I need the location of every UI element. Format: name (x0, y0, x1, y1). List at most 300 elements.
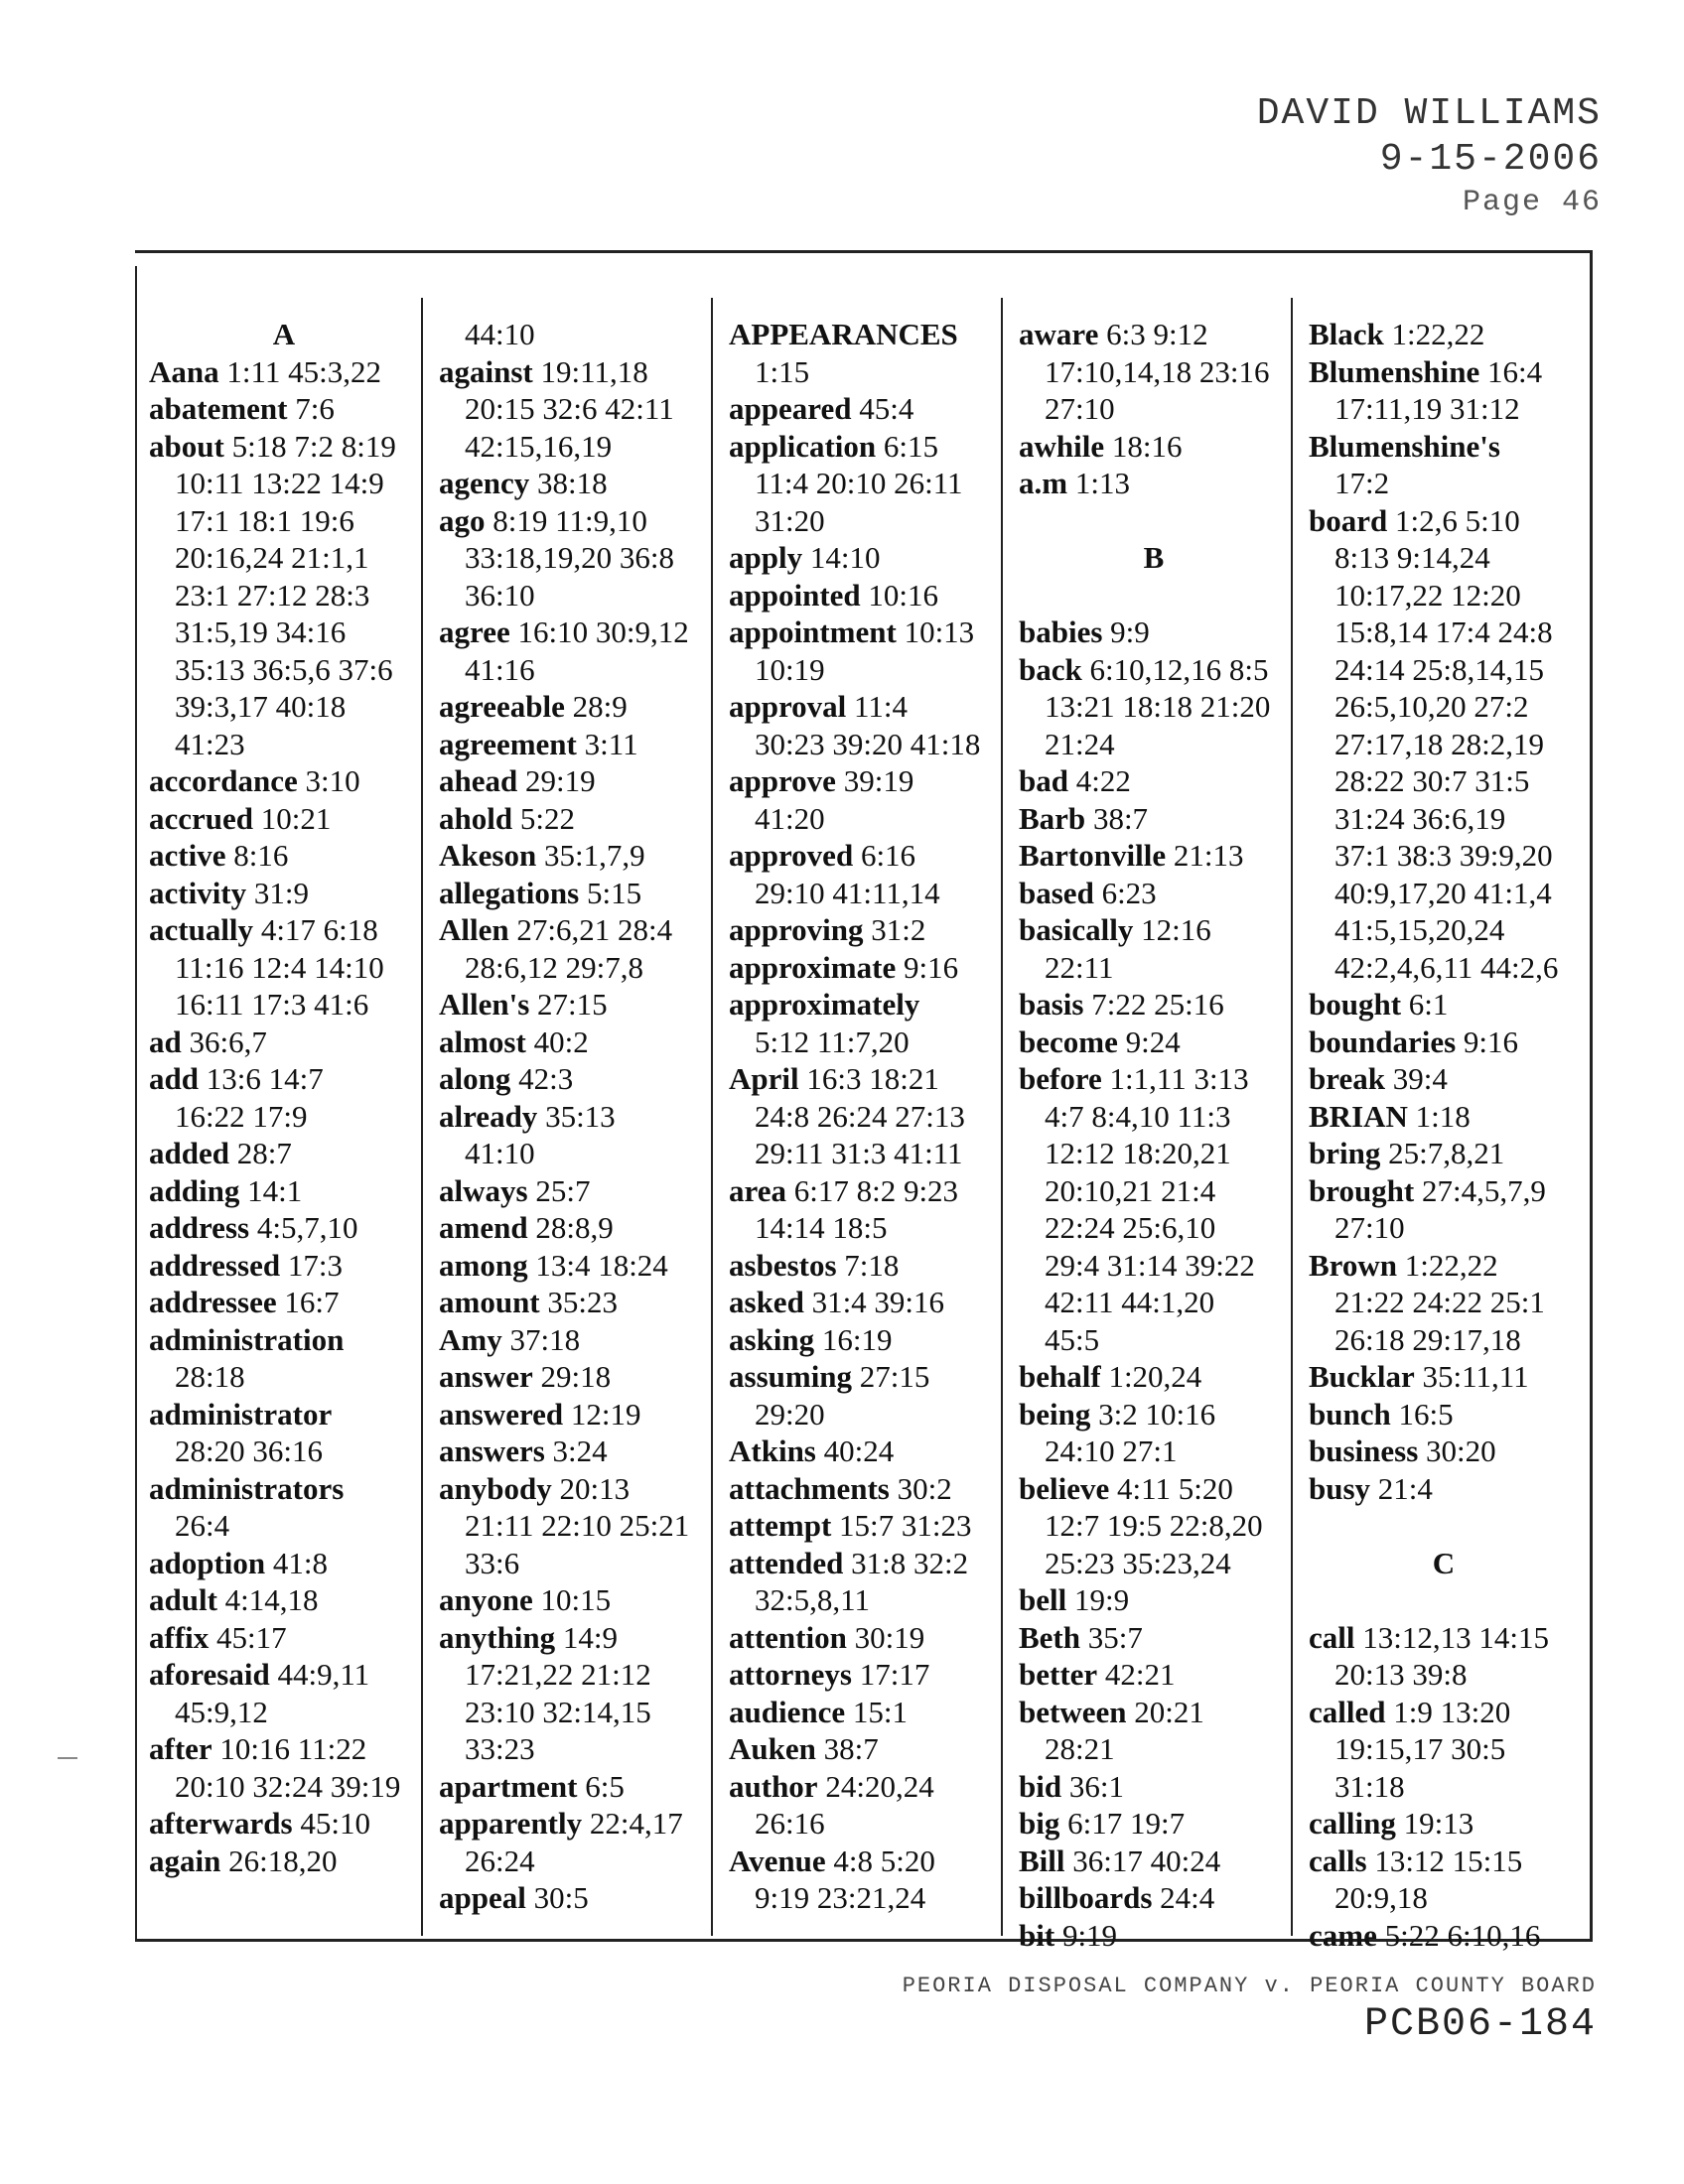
entry-refs: 38:18 (537, 466, 608, 500)
entry-refs: 42:3 (518, 1061, 574, 1096)
index-entry (729, 1694, 999, 1731)
index-entry (149, 911, 419, 1024)
entry-term: Avenue (729, 1843, 826, 1878)
entry-term: Bill (1019, 1843, 1065, 1878)
entry-refs: 24:20,24 (825, 1768, 934, 1804)
index-entry (1019, 800, 1289, 838)
index-column-5 (1309, 316, 1579, 1954)
entry-first-line (149, 1806, 370, 1841)
index-entry (1309, 1135, 1579, 1172)
entry-refs: 6:17 19:7 (1067, 1806, 1186, 1841)
index-entry (149, 390, 419, 428)
entry-term: behalf (1019, 1359, 1101, 1394)
column-divider (1001, 298, 1003, 1936)
entry-first-line (439, 801, 575, 836)
entry-refs-continued: 17:10,14,18 23:16 (1045, 353, 1270, 389)
entry-refs: 29:18 (540, 1359, 612, 1394)
entry-refs-continued: 31:5,19 34:16 (175, 614, 347, 649)
entry-first-line (1309, 1695, 1510, 1729)
entry-term: approximately (729, 987, 920, 1022)
entry-refs-continued: 24:10 27:1 (1045, 1433, 1178, 1468)
entry-term: Blumenshine's (1309, 428, 1500, 464)
entry-refs: 22:4,17 (589, 1806, 683, 1841)
entry-first-line (729, 763, 913, 798)
index-entry (149, 1396, 419, 1470)
index-entry (439, 614, 709, 688)
entry-refs: 17:3 (287, 1247, 343, 1283)
entry-first-line (729, 1695, 908, 1729)
index-entry (1019, 1917, 1289, 1955)
entry-refs: 20:13 (559, 1470, 631, 1506)
index-entry (439, 1879, 709, 1917)
entry-refs: 12:16 (1141, 912, 1211, 947)
entry-first-line (729, 912, 925, 947)
entry-refs-continued: 20:16,24 21:1,1 (175, 540, 369, 575)
entry-refs-continued: 27:10 (1045, 391, 1115, 426)
entry-first-line (1309, 1061, 1448, 1096)
entry-term: asbestos (729, 1247, 837, 1283)
entry-refs: 16:19 (821, 1321, 893, 1357)
entry-first-line (1019, 429, 1183, 464)
entry-refs-continued: 8:13 9:14,24 (1334, 540, 1490, 575)
entry-first-line (439, 1061, 573, 1096)
entry-refs: 1:20,24 (1108, 1359, 1202, 1394)
index-entry (1019, 1656, 1289, 1694)
entry-term: ahead (439, 763, 518, 798)
index-entry (1309, 428, 1579, 502)
page-header (1257, 91, 1602, 222)
index-entry (1019, 837, 1289, 875)
deponent-name: DAVID WILLIAMS (1256, 92, 1602, 135)
entry-first-line (439, 1173, 590, 1208)
index-entry (1019, 1768, 1289, 1806)
entry-refs-continued: 26:18 29:17,18 (1334, 1321, 1521, 1357)
entry-first-line (1309, 1136, 1504, 1170)
index-entry (439, 1098, 709, 1172)
entry-first-line (1309, 1433, 1496, 1468)
index-entry (439, 762, 709, 800)
entry-refs-continued: 28:18 (175, 1359, 245, 1394)
entry-first-line (439, 727, 638, 761)
entry-refs: 35:23 (547, 1285, 619, 1319)
entry-refs-continued: 21:24 (1045, 726, 1115, 761)
entry-refs: 36:1 (1068, 1768, 1124, 1804)
entry-refs-continued: 17:21,22 21:12 (465, 1657, 651, 1692)
index-entry (1019, 1470, 1289, 1582)
entry-refs: 16:10 30:9,12 (517, 614, 689, 649)
index-entry (439, 502, 709, 614)
entry-first-line (729, 1546, 968, 1580)
entry-term: busy (1309, 1470, 1371, 1506)
index-entry (1019, 1694, 1289, 1768)
entry-refs: 8:19 11:9,10 (492, 502, 647, 538)
entry-first-line (1019, 763, 1131, 798)
entry-term: agency (439, 466, 530, 500)
entry-first-line (729, 1769, 934, 1804)
entry-refs: 15:1 (852, 1694, 908, 1729)
entry-term: audience (729, 1694, 846, 1729)
entry-term: attention (729, 1619, 847, 1655)
entry-first-line (1019, 1359, 1201, 1394)
entry-refs-continued: 42:11 44:1,20 (1045, 1285, 1215, 1319)
index-entry (729, 390, 999, 428)
index-column-4 (1019, 316, 1289, 1954)
entry-refs: 44:10 (465, 317, 535, 351)
entry-refs-continued: 41:20 (755, 800, 825, 836)
entry-term: appointed (729, 577, 861, 613)
entry-refs: 28:9 (572, 689, 628, 724)
entry-first-line (1309, 1843, 1522, 1878)
index-entry (729, 428, 999, 540)
entry-first-line (729, 1322, 893, 1357)
entry-refs-continued: 9:19 23:21,24 (755, 1880, 926, 1915)
index-entry (1019, 651, 1289, 763)
index-column-2 (439, 316, 709, 1917)
entry-refs: 36:6,7 (189, 1024, 267, 1059)
entry-term: administrators (149, 1470, 345, 1506)
entry-term: boundaries (1309, 1024, 1457, 1059)
entry-first-line (149, 1620, 287, 1655)
entry-refs: 9:9 (1110, 614, 1150, 649)
entry-term: almost (439, 1024, 526, 1059)
index-entry (729, 1060, 999, 1172)
entry-first-line (1309, 354, 1542, 389)
entry-refs: 4:11 5:20 (1117, 1470, 1233, 1506)
entry-first-line (1019, 1843, 1220, 1878)
index-entry (1309, 1060, 1579, 1098)
entry-refs-continued: 31:24 36:6,19 (1334, 800, 1506, 836)
entry-first-line (149, 1546, 328, 1580)
entry-first-line (149, 354, 381, 389)
entry-refs: 16:5 (1398, 1396, 1454, 1432)
entry-first-line (1019, 1024, 1181, 1059)
entry-first-line (439, 1024, 589, 1059)
entry-refs-continued: 20:15 32:6 42:11 (465, 391, 674, 426)
entry-first-line (1019, 317, 1208, 351)
entry-refs-continued: 17:11,19 31:12 (1334, 391, 1520, 426)
entry-first-line (439, 503, 647, 538)
entry-first-line (1019, 652, 1268, 687)
entry-term: against (439, 353, 533, 389)
entry-term: accordance (149, 763, 298, 798)
entry-term: calls (1309, 1843, 1367, 1878)
entry-refs: 35:13 (545, 1098, 616, 1134)
index-entry (1019, 1396, 1289, 1470)
entry-refs-continued: 19:15,17 30:5 (1334, 1731, 1506, 1766)
index-entry (729, 688, 999, 762)
entry-term: adult (149, 1582, 217, 1617)
entry-refs: 18:16 (1111, 428, 1183, 464)
entry-first-line (149, 1322, 344, 1357)
index-entry (729, 949, 999, 987)
index-entry (439, 688, 709, 726)
index-entry (1309, 1917, 1579, 1955)
entry-refs: 13:6 14:7 (206, 1061, 324, 1096)
entry-term: administration (149, 1321, 345, 1357)
index-entry-continuation (439, 316, 709, 353)
index-entry (149, 1805, 419, 1843)
index-entry (729, 1321, 999, 1359)
entry-term: author (729, 1768, 818, 1804)
case-title: PEORIA DISPOSAL COMPANY v. PEORIA COUNTY BOARD (902, 1974, 1597, 1998)
entry-first-line (1309, 1620, 1549, 1655)
entry-first-line (439, 1806, 683, 1841)
entry-refs: 4:14,18 (224, 1582, 319, 1617)
entry-refs: 21:13 (1173, 838, 1244, 873)
entry-refs-continued: 33:18,19,20 36:8 (465, 540, 674, 575)
index-entry (1309, 1098, 1579, 1136)
index-entry (1019, 614, 1289, 651)
entry-refs: 1:22,22 (1391, 317, 1485, 351)
index-entry (1309, 1805, 1579, 1843)
entry-refs-continued: 14:14 18:5 (755, 1210, 888, 1245)
entry-term: Blumenshine (1309, 353, 1480, 389)
entry-first-line (729, 1471, 952, 1506)
index-entry (1309, 1396, 1579, 1433)
entry-term: addressee (149, 1285, 277, 1319)
entry-first-line (439, 1582, 611, 1617)
entry-term: before (1019, 1061, 1102, 1096)
index-entry (149, 1581, 419, 1619)
entry-refs-continued: 42:15,16,19 (465, 428, 613, 464)
index-entry (149, 1470, 419, 1545)
entry-refs: 6:3 9:12 (1106, 317, 1208, 351)
index-entry (1019, 1619, 1289, 1657)
entry-refs: 19:13 (1403, 1806, 1474, 1841)
entry-term: call (1309, 1619, 1355, 1655)
entry-refs: 5:15 (586, 875, 642, 910)
index-entry (1019, 1843, 1289, 1880)
index-column-3 (729, 316, 999, 1917)
index-entry (729, 316, 999, 390)
entry-first-line (1019, 876, 1157, 910)
entry-first-line (1019, 1582, 1129, 1617)
entry-refs: 40:2 (533, 1024, 589, 1059)
entry-term: bought (1309, 987, 1402, 1022)
entry-refs-continued: 31:18 (1334, 1768, 1405, 1804)
entry-first-line (439, 1880, 589, 1915)
entry-first-line (149, 1248, 343, 1283)
index-entry (729, 1172, 999, 1247)
index-entry (1309, 316, 1579, 353)
entry-refs: 17:17 (859, 1657, 930, 1692)
entry-first-line (1019, 1061, 1249, 1096)
entry-term: answer (439, 1359, 533, 1394)
index-entry (149, 1656, 419, 1730)
entry-term: Bucklar (1309, 1359, 1415, 1394)
entry-term: Atkins (729, 1433, 816, 1468)
entry-refs-continued: 21:11 22:10 25:21 (465, 1508, 690, 1543)
entry-first-line (729, 950, 958, 985)
index-entry (439, 986, 709, 1024)
index-entry (149, 1135, 419, 1172)
index-entry (149, 1284, 419, 1321)
index-entry (729, 539, 999, 577)
index-entry (439, 800, 709, 838)
entry-term: about (149, 428, 224, 464)
entry-term: brought (1309, 1172, 1415, 1208)
entry-first-line (729, 1731, 879, 1766)
entry-refs: 3:11 (584, 726, 638, 761)
index-entry (1309, 1358, 1579, 1396)
entry-refs-continued: 45:9,12 (175, 1694, 268, 1729)
entry-first-line (439, 1322, 580, 1357)
index-entry (1309, 1247, 1579, 1359)
entry-first-line (729, 1285, 944, 1319)
entry-term: afterwards (149, 1806, 293, 1841)
entry-refs: 14:10 (809, 540, 881, 575)
entry-first-line (1019, 1397, 1215, 1432)
index-entry (1309, 1843, 1579, 1917)
entry-first-line (149, 1843, 337, 1878)
entry-first-line (149, 1731, 366, 1766)
entry-term: among (439, 1247, 528, 1283)
entry-refs: 37:18 (509, 1321, 581, 1357)
index-entry (149, 875, 419, 912)
entry-refs-continued: 25:23 35:23,24 (1045, 1545, 1231, 1580)
entry-refs-continued: 17:2 (1334, 466, 1390, 500)
entry-first-line (729, 1843, 935, 1878)
entry-first-line (1309, 1471, 1433, 1506)
entry-refs: 35:1,7,9 (543, 838, 645, 873)
entry-refs-continued: 15:8,14 17:4 24:8 (1334, 614, 1553, 649)
entry-refs: 27:6,21 28:4 (516, 912, 673, 947)
entry-refs: 14:1 (247, 1172, 303, 1208)
entry-refs-continued: 24:14 25:8,14,15 (1334, 651, 1544, 687)
entry-term: aforesaid (149, 1657, 270, 1692)
entry-first-line (439, 466, 608, 500)
entry-first-line (439, 838, 645, 873)
index-column-1 (149, 316, 419, 1879)
index-entry (1019, 911, 1289, 986)
index-entry (439, 1396, 709, 1433)
entry-refs: 9:24 (1125, 1024, 1181, 1059)
index-entry (149, 1172, 419, 1210)
entry-first-line (439, 763, 596, 798)
entry-refs-continued: 41:23 (175, 726, 245, 761)
entry-first-line (1309, 503, 1520, 538)
entry-refs-continued: 16:11 17:3 41:6 (175, 987, 369, 1022)
entry-refs: 45:17 (216, 1619, 287, 1655)
entry-refs-continued: 22:24 25:6,10 (1045, 1210, 1216, 1245)
entry-term: attachments (729, 1470, 890, 1506)
index-entry (439, 837, 709, 875)
index-entry (729, 837, 999, 911)
index-entry (729, 1656, 999, 1694)
entry-refs: 3:2 10:16 (1098, 1396, 1216, 1432)
entry-term: basically (1019, 912, 1134, 947)
index-entry (149, 1730, 419, 1805)
entry-refs-continued: 26:24 (465, 1843, 535, 1878)
entry-first-line (149, 391, 335, 426)
entry-refs: 8:16 (233, 838, 289, 873)
entry-refs: 30:2 (897, 1470, 952, 1506)
entry-first-line (1309, 1024, 1518, 1059)
entry-term: addressed (149, 1247, 281, 1283)
entry-refs: 38:7 (823, 1731, 879, 1766)
entry-refs: 7:22 25:16 (1091, 987, 1224, 1022)
index-entry (1309, 1433, 1579, 1470)
index-entry (1019, 1581, 1289, 1619)
index-entry (729, 577, 999, 614)
entry-refs: 4:22 (1075, 763, 1131, 798)
entry-first-line (439, 1248, 668, 1283)
entry-refs: 1:1,11 3:13 (1109, 1061, 1249, 1096)
index-entry (439, 1581, 709, 1619)
index-entry (1309, 502, 1579, 987)
entry-term: Akeson (439, 838, 537, 873)
entry-refs: 11:4 (854, 689, 909, 724)
entry-term: apartment (439, 1768, 578, 1804)
entry-term: break (1309, 1061, 1385, 1096)
index-entry (1019, 1024, 1289, 1061)
entry-refs: 4:5,7,10 (256, 1210, 358, 1245)
entry-term: along (439, 1061, 511, 1096)
entry-term: Beth (1019, 1619, 1080, 1655)
entry-first-line (729, 391, 913, 426)
entry-refs: 28:8,9 (535, 1210, 614, 1245)
entry-term: approving (729, 912, 864, 947)
entry-refs: 6:1 (1408, 987, 1449, 1022)
entry-refs: 1:9 13:20 (1393, 1694, 1511, 1729)
entry-refs: 7:18 (844, 1247, 900, 1283)
entry-first-line (1019, 1918, 1117, 1953)
entry-refs: 3:24 (552, 1433, 608, 1468)
entry-term: apply (729, 540, 803, 575)
entry-refs: 26:18,20 (228, 1843, 338, 1878)
entry-refs-continued: 29:20 (755, 1396, 825, 1432)
entry-first-line (439, 614, 689, 649)
index-entry (729, 1730, 999, 1768)
index-entry (729, 1284, 999, 1321)
entry-refs-continued: 45:5 (1045, 1321, 1100, 1357)
entry-refs-continued: 41:16 (465, 651, 535, 687)
entry-first-line (439, 1359, 611, 1394)
entry-first-line (1019, 1657, 1176, 1692)
entry-refs-continued: 26:16 (755, 1806, 825, 1841)
entry-term: area (729, 1172, 786, 1208)
index-entry (149, 800, 419, 838)
entry-refs: 27:4,5,7,9 (1422, 1172, 1546, 1208)
entry-refs-continued: 10:11 13:22 14:9 (175, 466, 384, 500)
index-entry (439, 911, 709, 986)
entry-first-line (439, 1471, 630, 1506)
entry-term: called (1309, 1694, 1386, 1729)
entry-first-line (729, 1508, 972, 1543)
index-entry (149, 1321, 419, 1396)
index-entry (1019, 428, 1289, 466)
entry-first-line (1309, 1248, 1498, 1283)
entry-first-line (1309, 1173, 1546, 1208)
entry-first-line (1019, 987, 1224, 1022)
entry-term: agreement (439, 726, 577, 761)
entry-refs: 9:19 (1061, 1917, 1118, 1953)
entry-refs-continued: 41:5,15,20,24 (1334, 912, 1505, 947)
entry-first-line (729, 1433, 894, 1468)
index-entry (149, 353, 419, 391)
index-frame-left-border (135, 266, 137, 1942)
index-entry (439, 1024, 709, 1061)
index-entry (439, 1619, 709, 1768)
entry-refs: 16:7 (284, 1285, 340, 1319)
entry-term: anyone (439, 1582, 533, 1617)
entry-term: appointment (729, 614, 897, 649)
entry-refs: 30:19 (854, 1619, 925, 1655)
entry-term: bell (1019, 1582, 1067, 1617)
index-entry (1309, 1694, 1579, 1806)
entry-refs-continued: 10:19 (755, 651, 825, 687)
index-entry (1309, 986, 1579, 1024)
